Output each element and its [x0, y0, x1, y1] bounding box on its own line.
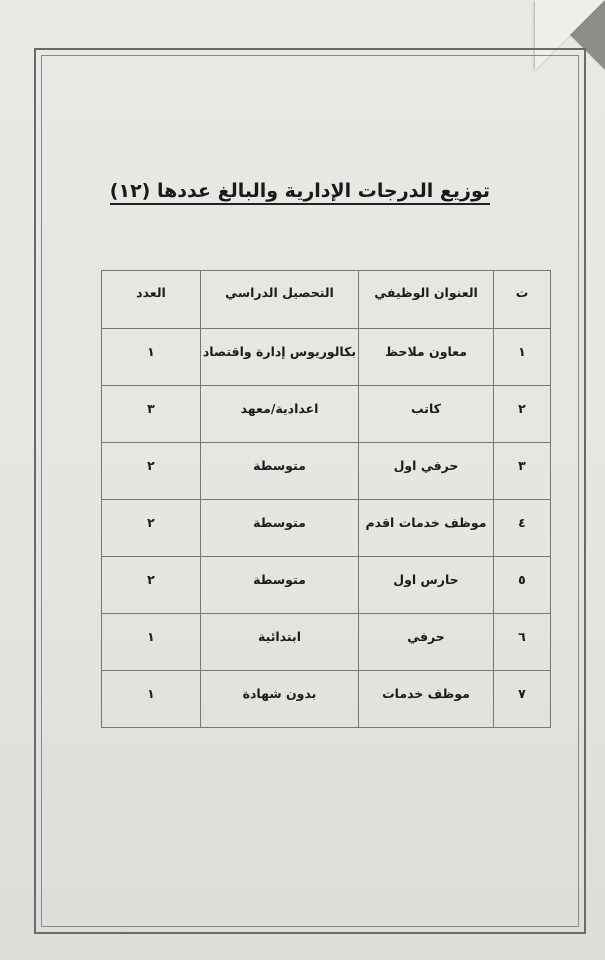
cell-num: ٣ — [494, 443, 551, 500]
cell-job-title: حرفي — [359, 614, 494, 671]
cell-education: بكالوريوس إدارة واقتصاد — [201, 329, 359, 386]
page-title-text: توزيع الدرجات الإدارية والبالغ عددها (١٢) — [110, 180, 490, 205]
header-job-title: العنوان الوظيفي — [359, 271, 494, 329]
cell-count: ٢ — [102, 500, 201, 557]
cell-num: ٤ — [494, 500, 551, 557]
cell-job-title: موظف خدمات — [359, 671, 494, 728]
page-title — [109, 180, 490, 205]
table-row — [102, 500, 551, 557]
table-row — [102, 557, 551, 614]
cell-num: ٢ — [494, 386, 551, 443]
cell-job-title: حرفي اول — [359, 443, 494, 500]
cell-education: متوسطة — [201, 557, 359, 614]
cell-num: ١ — [494, 329, 551, 386]
cell-job-title: كاتب — [359, 386, 494, 443]
cell-job-title: موظف خدمات اقدم — [359, 500, 494, 557]
cell-education: متوسطة — [201, 500, 359, 557]
cell-num: ٧ — [494, 671, 551, 728]
header-count: العدد — [102, 271, 201, 329]
table-row — [102, 329, 551, 386]
header-num: ت — [494, 271, 551, 329]
cell-num: ٦ — [494, 614, 551, 671]
cell-count: ١ — [102, 329, 201, 386]
cell-education: اعدادية/معهد — [201, 386, 359, 443]
cell-count: ٣ — [102, 386, 201, 443]
cell-job-title: معاون ملاحظ — [359, 329, 494, 386]
table-header-row — [102, 271, 551, 329]
cell-education: ابتدائية — [201, 614, 359, 671]
table-row — [102, 671, 551, 728]
cell-education: متوسطة — [201, 443, 359, 500]
cell-count: ٢ — [102, 443, 201, 500]
cell-count: ١ — [102, 614, 201, 671]
header-education: التحصيل الدراسي — [201, 271, 359, 329]
table-row — [102, 443, 551, 500]
cell-education: بدون شهادة — [201, 671, 359, 728]
cell-count: ٢ — [102, 557, 201, 614]
grades-distribution-table — [101, 270, 551, 728]
table-row — [102, 614, 551, 671]
table-row — [102, 386, 551, 443]
cell-job-title: حارس اول — [359, 557, 494, 614]
cell-num: ٥ — [494, 557, 551, 614]
cell-count: ١ — [102, 671, 201, 728]
